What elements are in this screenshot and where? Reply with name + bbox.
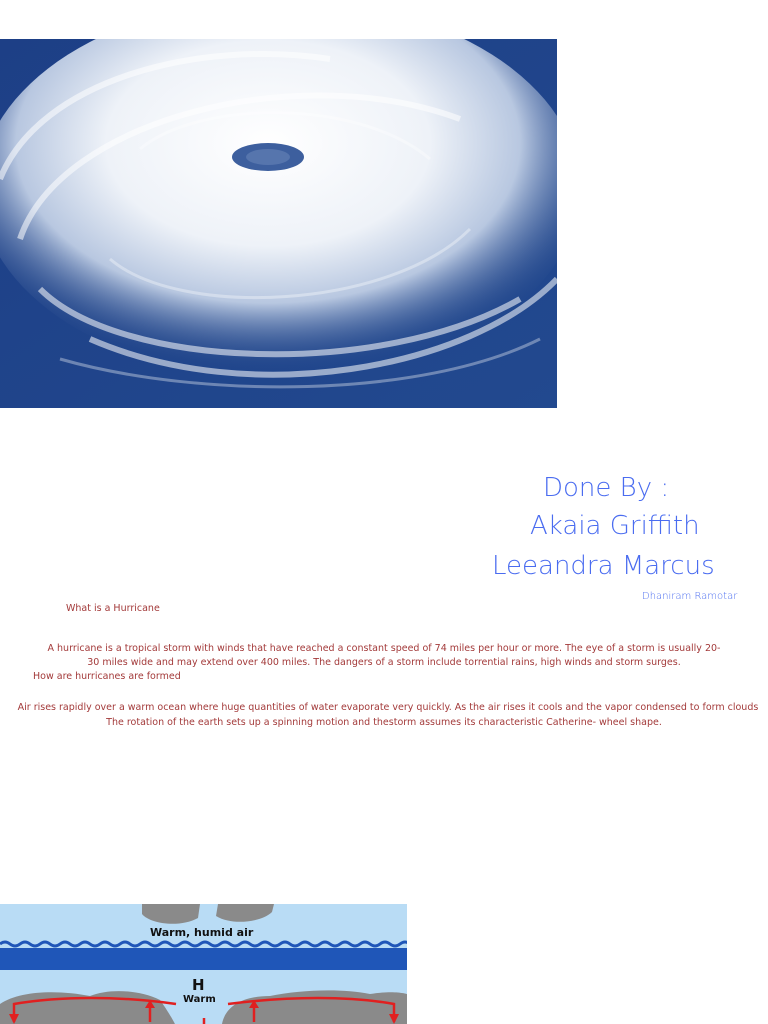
paragraph-line: 30 miles wide and may extend over 400 miles. The dangers of a storm include torrential rains, high winds and storm surges. bbox=[87, 657, 681, 668]
author-name: Akaia Griffith bbox=[530, 511, 700, 541]
credits-heading: Done By : bbox=[543, 473, 670, 503]
hurricane-satellite-image bbox=[0, 39, 557, 408]
diagram-label-warm: Warm bbox=[183, 994, 216, 1005]
paragraph-line: A hurricane is a tropical storm with winds that have reached a constant speed of 74 miles per hour or more. The eye of a storm is usually 20- bbox=[47, 643, 721, 654]
author-name: Dhaniram Ramotar bbox=[642, 591, 738, 602]
section-heading-what-is-hurricane: What is a Hurricane bbox=[66, 603, 160, 614]
author-name: Leeandra Marcus bbox=[492, 551, 715, 581]
section-heading-how-formed: How are hurricanes are formed bbox=[33, 671, 181, 682]
hurricane-formation-diagram bbox=[0, 904, 407, 1024]
paragraph-line: Air rises rapidly over a warm ocean where huge quantities of water evaporate very quickly. As the air rises it cools and the vapor condensed to form clouds bbox=[17, 702, 759, 713]
diagram-label-high-pressure: H bbox=[192, 976, 205, 994]
paragraph-line: The rotation of the earth sets up a spinning motion and thestorm assumes its characteristic Catherine- wheel shape. bbox=[106, 717, 662, 728]
diagram-label-warm-humid-air: Warm, humid air bbox=[150, 926, 254, 939]
